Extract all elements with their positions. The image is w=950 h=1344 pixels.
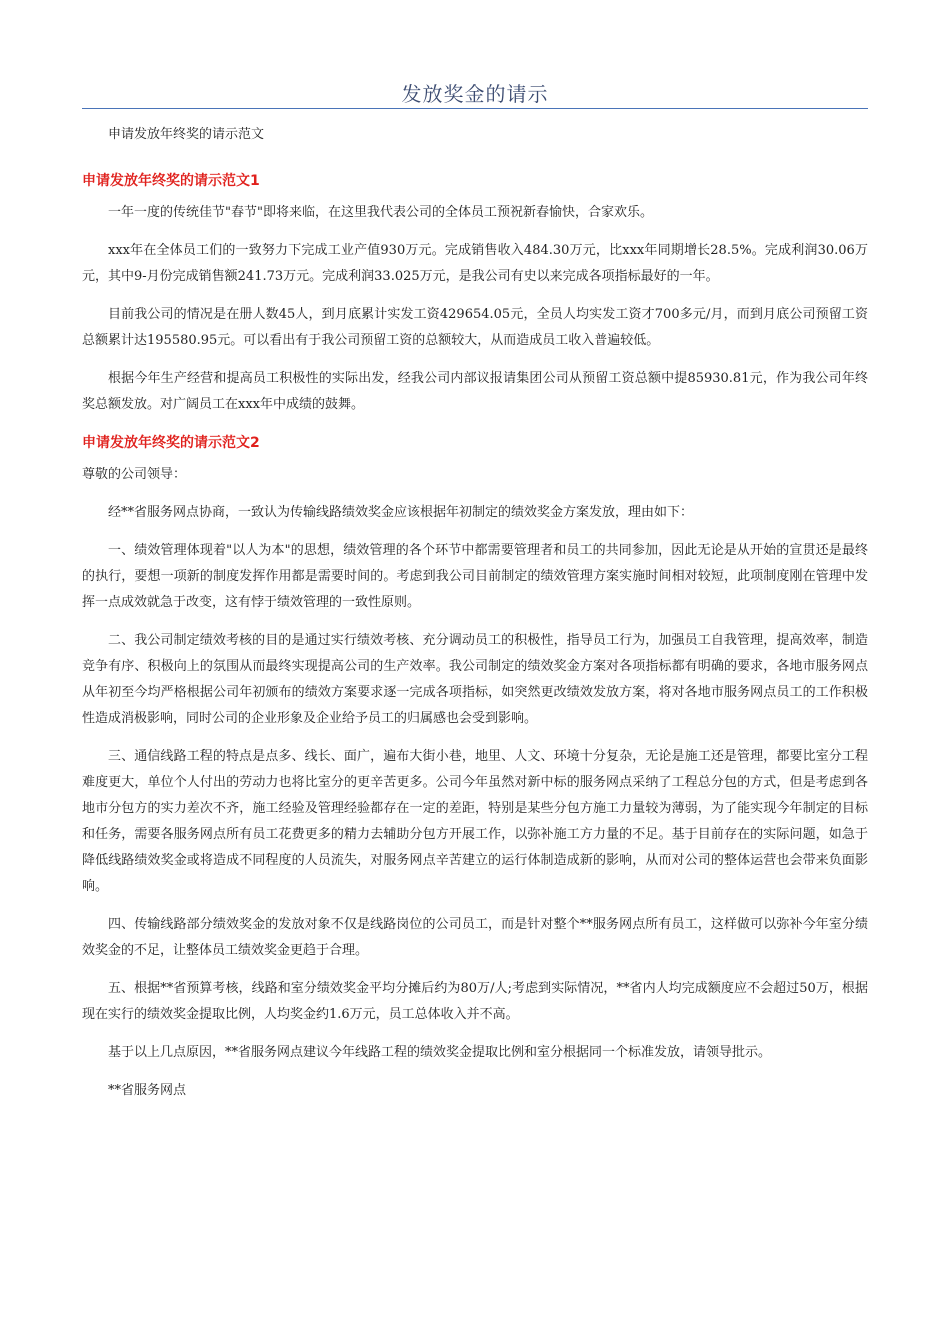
section-2-paragraph: 四、传输线路部分绩效奖金的发放对象不仅是线路岗位的公司员工，而是针对整个**服务网点所有员工，这样做可以弥补今年室分绩效奖金的不足，让整体员工绩效奖金更趋于合理。	[82, 917, 868, 958]
section-2-salutation: 尊敬的公司领导：	[82, 467, 187, 482]
section-2-heading: 申请发放年终奖的请示范文2	[82, 435, 260, 451]
section-1-paragraph: xxx年在全体员工们的一致努力下完成工业产值930万元。完成销售收入484.30万元，比xxx年同期增长28.5%。完成利润30.06万元，其中9-月份完成销售额241.73万元。完成利润33.025万元，是我公司有史以来完成各项指标最好的一年。	[82, 243, 868, 284]
section-2-paragraph: 三、通信线路工程的特点是点多、线长、面广，遍布大街小巷，地里、人文、环境十分复杂，无论是施工还是管理，都要比室分工程难度更大，单位个人付出的劳动力也将比室分的更辛苦更多。公司今年虽然对新中标的服务网点采纳了工程总分包的方式，但是考虑到各地市分包方的实力差次不齐，施工经验及管理经验都存在一定的差距，特别是某些分包方施工力量较为薄弱，为了能实现今年制定的目标和任务，需要各服务网点所有员工花费更多的精力去辅助分包方开展工作，以弥补施工方力量的不足。基于目前存在的实际问题，如急于降低线路绩效奖金或将造成不同程度的人员流失，对服务网点辛苦建立的运行体制造成新的影响，从而对公司的整体运营也会带来负面影响。	[82, 749, 868, 894]
section-2-paragraph: 五、根据**省预算考核，线路和室分绩效奖金平均分摊后约为80万/人;考虑到实际情况，**省内人均完成额度应不会超过50万，根据现在实行的绩效奖金提取比例，人均奖金约1.6万元，员工总体收入并不高。	[82, 981, 868, 1022]
section-1-paragraph: 目前我公司的情况是在册人数45人，到月底累计实发工资429654.05元，全员人均实发工资才700多元/月，而到月底公司预留工资总额累计达195580.95元。可以看出有于我公司预留工资的总额较大，从而造成员工收入普遍较低。	[82, 307, 868, 348]
section-1-heading: 申请发放年终奖的请示范文1	[82, 173, 260, 189]
section-2-paragraph: 经**省服务网点协商，一致认为传输线路绩效奖金应该根据年初制定的绩效奖金方案发放，理由如下：	[108, 505, 694, 520]
document-subtitle: 申请发放年终奖的请示范文	[108, 127, 265, 142]
document-title: 发放奖金的请示	[401, 82, 549, 106]
section-1-paragraph: 根据今年生产经营和提高员工积极性的实际出发，经我公司内部议报请集团公司从预留工资总额中提85930.81元，作为我公司年终奖总额发放。对广阔员工在xxx年中成绩的鼓舞。	[82, 371, 868, 412]
title-divider	[82, 108, 868, 109]
section-1-paragraph: 一年一度的传统佳节"春节"即将来临，在这里我代表公司的全体员工预祝新春愉快，合家欢乐。	[108, 205, 653, 220]
document-body	[82, 122, 868, 1116]
section-2-paragraph: 二、我公司制定绩效考核的目的是通过实行绩效考核、充分调动员工的积极性，指导员工行为，加强员工自我管理，提高效率，制造竞争有序、积极向上的氛围从而最终实现提高公司的生产效率。我公司制定的绩效奖金方案对各项指标都有明确的要求，各地市服务网点从年初至今均严格根据公司年初颁布的绩效方案要求逐一完成各项指标，如突然更改绩效发放方案，将对各地市服务网点员工的工作积极性造成消极影响，同时公司的企业形象及企业给予员工的归属感也会受到影响。	[82, 633, 868, 726]
section-2-paragraph: 一、绩效管理体现着"以人为本"的思想，绩效管理的各个环节中都需要管理者和员工的共同参加，因此无论是从开始的宣贯还是最终的执行，要想一项新的制度发挥作用都是需要时间的。考虑到我公司目前制定的绩效管理方案实施时间相对较短，此项制度刚在管理中发挥一点成效就急于改变，这有悖于绩效管理的一致性原则。	[82, 543, 868, 610]
signature-organization: **省服务网点	[108, 1083, 187, 1098]
section-2-paragraph: 基于以上几点原因，**省服务网点建议今年线路工程的绩效奖金提取比例和室分根据同一个标准发放，请领导批示。	[108, 1045, 772, 1060]
